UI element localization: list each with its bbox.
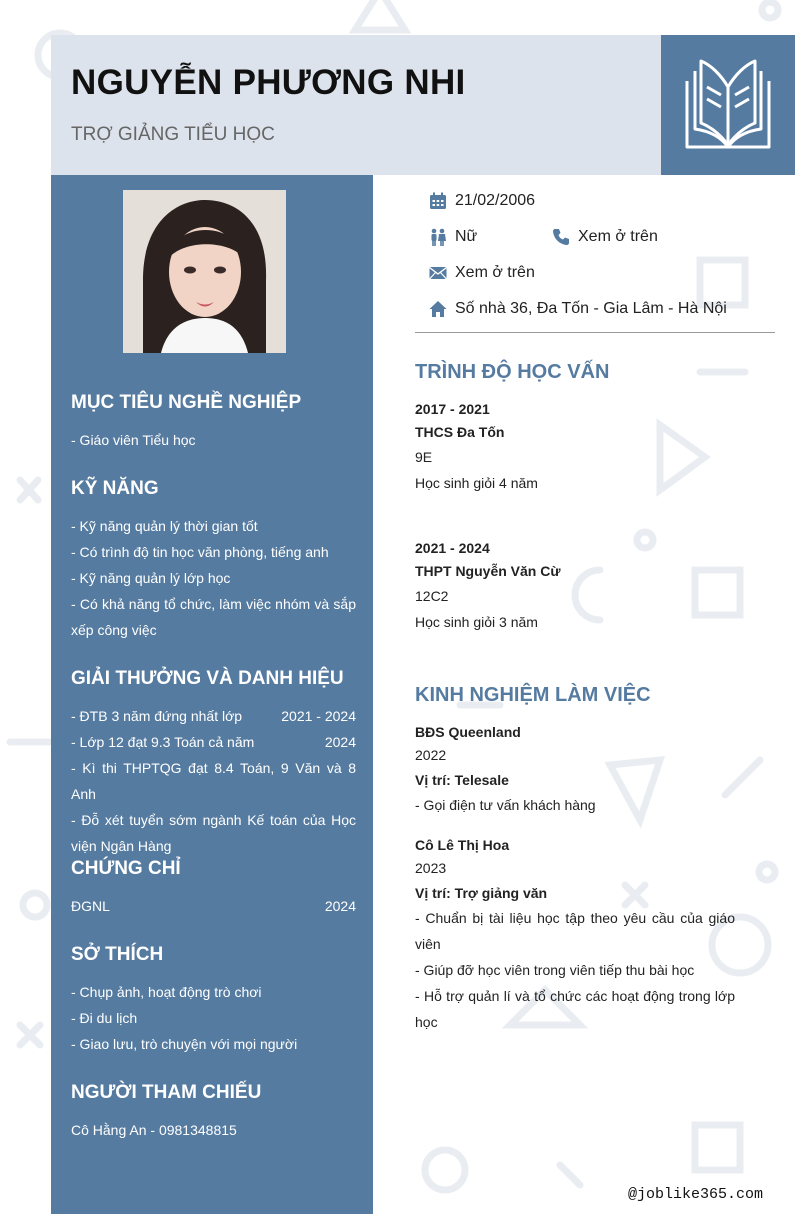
experience-position: Vị trí: Trợ giảng văn xyxy=(415,885,548,901)
book-icon xyxy=(681,57,775,153)
references-title: NGƯỜI THAM CHIẾU xyxy=(71,1082,262,1103)
award-year: 2021 - 2024 xyxy=(281,708,356,724)
education-note: Học sinh giỏi 3 năm xyxy=(415,614,538,630)
education-item xyxy=(415,399,735,497)
hobby-item: - Đi du lịch xyxy=(71,1010,138,1026)
phone-row xyxy=(552,228,658,246)
email-value: Xem ở trên xyxy=(455,264,535,281)
award-text: - Lớp 12 đạt 9.3 Toán cả năm xyxy=(71,734,255,750)
gender-row xyxy=(429,228,477,246)
experience-company: BĐS Queenland xyxy=(415,724,521,740)
watermark: @joblike365.com xyxy=(627,1186,763,1203)
experience-item xyxy=(415,722,735,818)
education-class: 9E xyxy=(415,449,433,465)
experience-task: - Chuẩn bị tài liệu học tập theo yêu cầu của giáo viên xyxy=(415,910,735,952)
mail-icon xyxy=(429,264,447,282)
job-title: TRỢ GIẢNG TIỂU HỌC xyxy=(71,124,275,145)
experience-task: - Giúp đỡ học viên trong viên tiếp thu bài học xyxy=(415,962,695,978)
phone-icon xyxy=(552,228,570,246)
education-period: 2021 - 2024 xyxy=(415,540,490,556)
certificate-text: ĐGNL xyxy=(71,898,110,914)
avatar xyxy=(123,190,286,353)
references-section xyxy=(71,1080,356,1143)
award-item xyxy=(71,703,356,729)
gender-value: Nữ xyxy=(455,228,478,245)
education-school: THPT Nguyễn Văn Cừ xyxy=(415,563,561,579)
experience-company: Cô Lê Thị Hoa xyxy=(415,837,510,853)
education-period: 2017 - 2021 xyxy=(415,401,490,417)
home-icon xyxy=(429,300,447,318)
skill-item: - Có khả năng tổ chức, làm việc nhóm và sắp xếp công việc xyxy=(71,596,356,638)
calendar-icon xyxy=(429,192,447,210)
experience-year: 2023 xyxy=(415,860,447,876)
header xyxy=(51,35,661,175)
education-note: Học sinh giỏi 4 năm xyxy=(415,475,538,491)
phone-value: Xem ở trên xyxy=(578,228,658,245)
certificates-section xyxy=(71,856,356,919)
skill-item: - Kỹ năng quản lý thời gian tốt xyxy=(71,518,258,534)
experience-task: - Hỗ trợ quản lí và tổ chức các hoạt động trong lớp học xyxy=(415,988,735,1030)
hobbies-section xyxy=(71,942,356,1057)
education-class: 12C2 xyxy=(415,588,449,604)
reference-item: Cô Hằng An - 0981348815 xyxy=(71,1122,237,1138)
experience-item xyxy=(415,835,735,1035)
experience-position: Vị trí: Telesale xyxy=(415,772,509,788)
award-item xyxy=(71,729,356,755)
education-item xyxy=(415,538,735,636)
email-row xyxy=(429,264,535,282)
address-row xyxy=(429,300,727,318)
sidebar xyxy=(51,175,373,1214)
gender-icon xyxy=(429,228,447,246)
certificates-title: CHỨNG CHỈ xyxy=(71,858,181,879)
objective-line: - Giáo viên Tiểu học xyxy=(71,432,196,448)
skill-item: - Kỹ năng quản lý lớp học xyxy=(71,570,231,586)
candidate-name: NGUYỄN PHƯƠNG NHI xyxy=(71,63,466,102)
address-value: Số nhà 36, Đa Tốn - Gia Lâm - Hà Nội xyxy=(455,300,727,317)
award-item: - Kì thi THPTQG đạt 8.4 Toán, 9 Văn và 8 Anh xyxy=(71,760,356,802)
award-year: 2024 xyxy=(324,734,356,750)
skills-title: KỸ NĂNG xyxy=(71,478,159,499)
hobby-item: - Giao lưu, trò chuyện với mọi người xyxy=(71,1036,298,1052)
award-text: - ĐTB 3 năm đứng nhất lớp xyxy=(71,708,243,724)
birthday-row xyxy=(429,192,535,210)
hobby-item: - Chụp ảnh, hoạt động trò chơi xyxy=(71,984,262,1000)
education-title: TRÌNH ĐỘ HỌC VẤN xyxy=(415,361,610,383)
logo-box xyxy=(661,35,795,175)
hobbies-title: SỞ THÍCH xyxy=(71,944,164,965)
awards-section xyxy=(71,666,356,859)
objective-title: MỤC TIÊU NGHỀ NGHIỆP xyxy=(71,392,302,413)
certificate-year: 2024 xyxy=(324,898,356,914)
experience-title: KINH NGHIỆM LÀM VIỆC xyxy=(415,684,651,706)
certificate-item xyxy=(71,893,356,919)
divider xyxy=(415,332,775,333)
skill-item: - Có trình độ tin học văn phòng, tiếng anh xyxy=(71,544,329,560)
birthday-value: 21/02/2006 xyxy=(455,192,536,209)
award-item: - Đỗ xét tuyển sớm ngành Kế toán của Học viện Ngân Hàng xyxy=(71,812,356,854)
experience-task: - Gọi điện tư vấn khách hàng xyxy=(415,797,596,813)
experience-year: 2022 xyxy=(415,747,447,763)
education-school: THCS Đa Tốn xyxy=(415,424,505,440)
objective-section xyxy=(71,390,356,453)
skills-section xyxy=(71,476,356,643)
awards-title: GIẢI THƯỞNG VÀ DANH HIỆU xyxy=(71,668,344,689)
